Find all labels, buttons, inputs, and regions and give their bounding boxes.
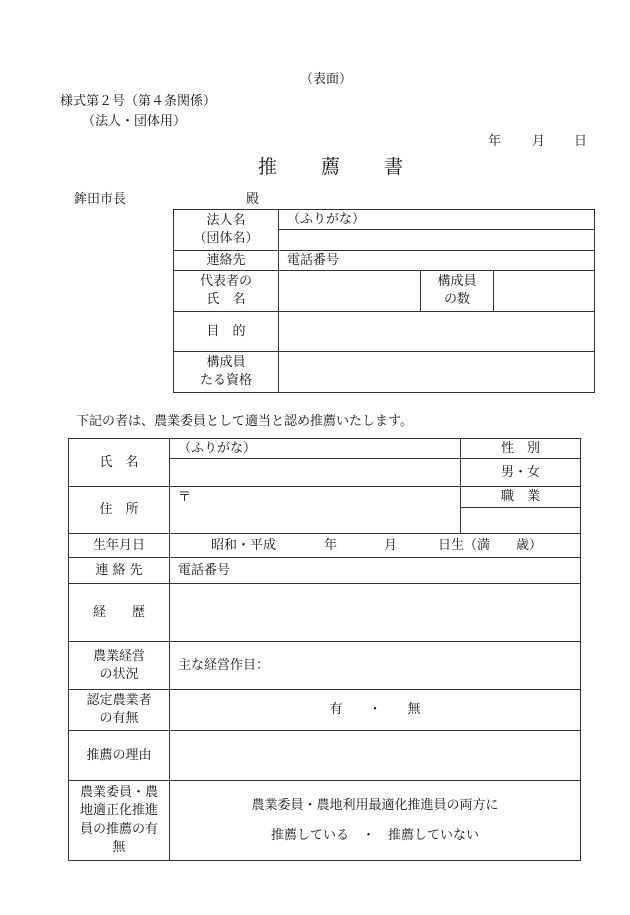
member-qualification-label: 構成員 たる資格 (174, 352, 279, 393)
birthdate-label: 生年月日 (69, 534, 170, 558)
address-field[interactable] (170, 487, 461, 534)
purpose-field[interactable] (279, 312, 595, 352)
document-title: 推 薦 書 (258, 156, 406, 178)
member-count-field[interactable] (494, 271, 595, 312)
recommendation-statement: 下記の者は、農業委員として適当と認め推薦いたします。 (76, 414, 413, 429)
farm-status-field[interactable] (170, 642, 581, 690)
age-unit: 歳） (516, 538, 543, 553)
org-furigana-field[interactable] (279, 210, 595, 230)
certified-farmer-options[interactable]: 有 ・ 無 (170, 690, 581, 731)
furigana-label: （ふりがな） (287, 211, 366, 227)
dual-recommendation-field[interactable] (170, 781, 581, 861)
date-day-label: 日 (574, 134, 588, 149)
candidate-name-label: 氏 名 (69, 439, 170, 487)
occupation-label: 職 業 (461, 487, 581, 508)
organization-table (173, 209, 595, 393)
career-field[interactable] (170, 584, 581, 642)
candidate-table (68, 438, 581, 861)
candidate-name-field[interactable] (170, 459, 461, 487)
form-side-label: （表面） (300, 72, 353, 87)
form-number: 様式第２号（第４条関係） (60, 94, 217, 109)
address-label: 住 所 (69, 487, 170, 534)
postal-mark: 〒 (178, 490, 192, 505)
phone-label: 電話番号 (178, 562, 231, 578)
candidate-contact-label: 連 絡 先 (69, 558, 170, 584)
sex-label: 性 別 (461, 439, 581, 459)
org-name-label: 法人名 （団体名） (174, 210, 279, 251)
birth-month-unit: 月 (384, 538, 398, 553)
farm-status-label: 農業経営 の状況 (69, 642, 170, 690)
phone-label: 電話番号 (287, 252, 340, 268)
org-phone-field[interactable] (279, 251, 595, 271)
reason-label: 推薦の理由 (69, 731, 170, 781)
rep-name-label: 代表者の 氏 名 (174, 271, 279, 312)
rep-name-field[interactable] (279, 271, 421, 312)
addressee: 鉾田市長 (74, 192, 127, 207)
org-contact-label: 連絡先 (174, 251, 279, 271)
member-qualification-field[interactable] (279, 352, 595, 393)
honorific: 殿 (246, 192, 260, 207)
furigana-label: （ふりがな） (178, 440, 257, 456)
candidate-phone-field[interactable] (170, 558, 581, 584)
birth-day-age-unit: 日生（満 (438, 538, 491, 553)
member-count-label: 構成員 の数 (421, 271, 494, 312)
birth-year-unit: 年 (324, 538, 338, 553)
candidate-furigana-field[interactable] (170, 439, 461, 459)
sex-options[interactable]: 男・女 (461, 459, 581, 487)
dual-recommendation-options[interactable]: 推薦している ・ 推薦していない (270, 827, 479, 843)
purpose-label: 目 的 (174, 312, 279, 352)
certified-farmer-label: 認定農業者 の有無 (69, 690, 170, 731)
org-name-field[interactable] (279, 230, 595, 251)
reason-field[interactable] (170, 731, 581, 781)
main-crops-label: 主な経営作目： (178, 657, 270, 673)
occupation-field[interactable] (461, 508, 581, 534)
era-options[interactable]: 昭和・平成 (211, 538, 277, 553)
date-year-label: 年 (488, 134, 502, 149)
dual-recommendation-label: 農業委員・農 地適正化推進 員の推薦の有 無 (69, 781, 170, 861)
birthdate-field[interactable] (170, 534, 581, 558)
dual-recommendation-text: 農業委員・農地利用最適化推進員の両方に (251, 797, 499, 813)
date-month-label: 月 (532, 134, 546, 149)
career-label: 経 歴 (69, 584, 170, 642)
form-type: （法人・団体用） (82, 114, 187, 129)
